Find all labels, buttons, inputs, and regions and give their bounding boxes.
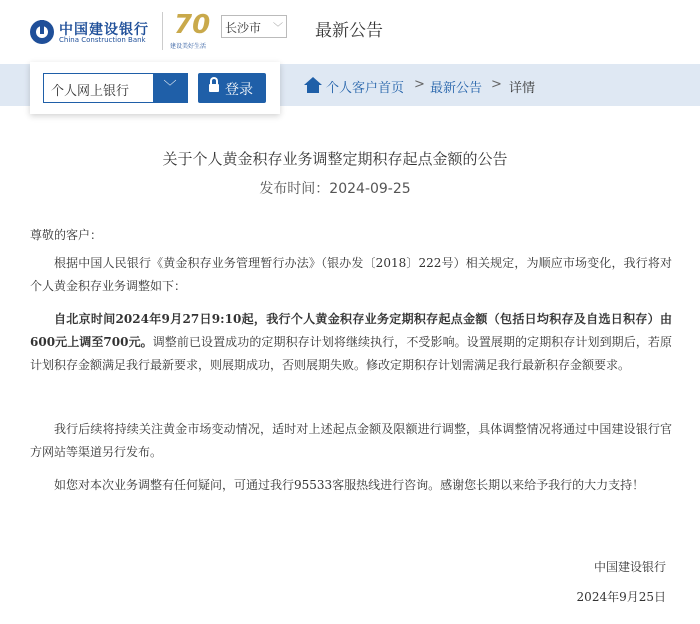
article-paragraph: 根据中国人民银行《黄金积存业务管理暂行办法》（银办发〔2018〕222号）相关规定，为顺应市场变化，我行将对个人黄金积存业务调整如下： [30, 256, 672, 293]
bank-type-select[interactable] [43, 73, 188, 103]
article-paragraph [30, 308, 672, 377]
login-button-label: 登录 [225, 82, 253, 98]
article-title: 关于个人黄金积存业务调整定期积存起点金额的公告 [162, 150, 508, 168]
bank-type-label: 个人网上银行 [51, 84, 130, 99]
home-icon[interactable] [304, 77, 322, 93]
page-heading: 最新公告 [315, 21, 383, 41]
chevron-down-icon[interactable]: ﹀ [153, 74, 187, 102]
logo-cn-text: 中国建设银行 [59, 22, 149, 38]
lock-icon [209, 82, 219, 93]
breadcrumb-section-link[interactable]: 最新公告 [430, 81, 483, 96]
breadcrumb-home-link[interactable]: 个人客户首页 [326, 81, 405, 96]
anniversary-badge [170, 10, 216, 52]
anniversary-slogan: 建设美好生活 [170, 43, 207, 50]
article-highlight: 自北京时间2024年9月27日9:10起，我行个人黄金积存业务定期积存起点金额（包括日均积存及自选日积存）由600元上调至700元。 [30, 312, 672, 349]
breadcrumb-separator: > [491, 77, 502, 92]
logo-en-text: China Construction Bank [59, 36, 146, 44]
city-label: 长沙市 [225, 21, 262, 35]
site-header [0, 0, 700, 64]
ccb-logo-icon [30, 20, 54, 44]
header-divider [162, 12, 163, 50]
breadcrumb-current: 详情 [509, 81, 536, 96]
login-panel [30, 62, 280, 114]
article-greeting: 尊敬的客户： [30, 228, 103, 242]
anniversary-number: 70 [174, 10, 211, 40]
breadcrumb-separator: > [414, 77, 425, 92]
chevron-down-icon: ﹀ [273, 23, 283, 34]
ccb-logo[interactable] [30, 18, 160, 48]
article-sign-date: 2024年9月25日 [576, 590, 666, 604]
login-button[interactable] [198, 73, 266, 103]
article-paragraph: 我行后续将持续关注黄金市场变动情况，适时对上述起点金额及限额进行调整，具体调整情况将通过中国建设银行官方网站等渠道另行发布。 [30, 422, 672, 459]
city-select[interactable] [221, 15, 287, 38]
article-paragraph-rest: 调整前已设置成功的定期积存计划将继续执行，不受影响。设置展期的定期积存计划到期后，若原计划积存金额满足我行最新要求，则展期成功，否则展期失败。修改定期积存计划需满足我行最新积存金额要求。 [30, 335, 672, 372]
article-date: 发布时间：2024-09-25 [259, 181, 411, 197]
article-paragraph: 如您对本次业务调整有任何疑问，可通过我行95533客服热线进行咨询。感谢您长期以来给予我行的大力支持！ [54, 478, 645, 492]
article-signer: 中国建设银行 [593, 560, 666, 574]
